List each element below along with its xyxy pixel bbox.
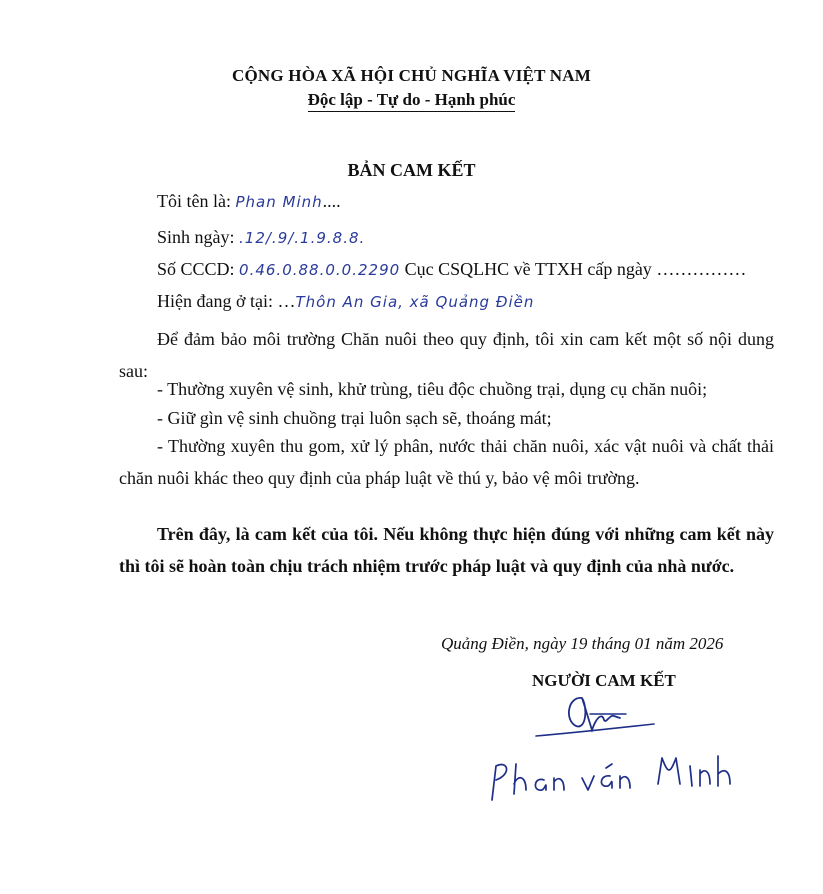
id-value: 0.46.0.88.0.0.2290 [239, 261, 401, 279]
commitment-item-3: - Thường xuyên thu gom, xử lý phân, nước thải chăn nuôi, xác vật nuôi và chất thải chăn nuôi khác theo quy định của pháp luật về thú y, bảo vệ môi trường. [119, 436, 774, 488]
id-issuer: Cục CSQLHC về TTXH cấp ngày [404, 259, 652, 279]
address-dots: … [277, 291, 296, 311]
name-row [157, 191, 341, 212]
place-date: Quảng Điền, ngày 19 tháng 01 năm 2026 [441, 634, 724, 653]
address-value: Thôn An Gia, xã Quảng Điền [295, 293, 535, 311]
dob-row [157, 227, 365, 248]
document-title: BẢN CAM KẾT [347, 160, 476, 180]
handwritten-name [486, 744, 736, 808]
commitment-item-2: - Giữ gìn vệ sinh chuồng trại luôn sạch sẽ, thoáng mát; [157, 408, 552, 428]
national-header [0, 66, 823, 112]
name-value: Phan Minh [235, 193, 323, 211]
commitment-item-1: - Thường xuyên vệ sinh, khử trùng, tiêu độc chuồng trại, dụng cụ chăn nuôi; [157, 379, 708, 399]
dob-label: Sinh ngày: [157, 227, 235, 247]
id-date-dots: …………… [656, 259, 747, 279]
closing-statement: Trên đây, là cam kết của tôi. Nếu không thực hiện đúng với những cam kết này thì tôi sẽ hoàn toàn chịu trách nhiệm trước pháp luật và quy định của nhà nước. [119, 524, 774, 576]
signature-mark [530, 690, 660, 742]
name-dots: .... [322, 191, 341, 211]
name-label: Tôi tên là: [157, 191, 231, 211]
signer-title: NGƯỜI CAM KẾT [532, 671, 676, 690]
country-name: CỘNG HÒA XÃ HỘI CHỦ NGHĨA VIỆT NAM [232, 66, 591, 85]
id-label: Số CCCD: [157, 259, 235, 279]
address-label: Hiện đang ở tại: [157, 291, 273, 311]
address-row [157, 291, 534, 312]
national-motto: Độc lập - Tự do - Hạnh phúc [308, 90, 516, 112]
id-row [157, 259, 746, 280]
intro-paragraph: Để đảm bảo môi trường Chăn nuôi theo quy định, tôi xin cam kết một số nội dung sau: [119, 329, 774, 381]
dob-value: .12/.9/.1.9.8.8. [239, 229, 366, 247]
